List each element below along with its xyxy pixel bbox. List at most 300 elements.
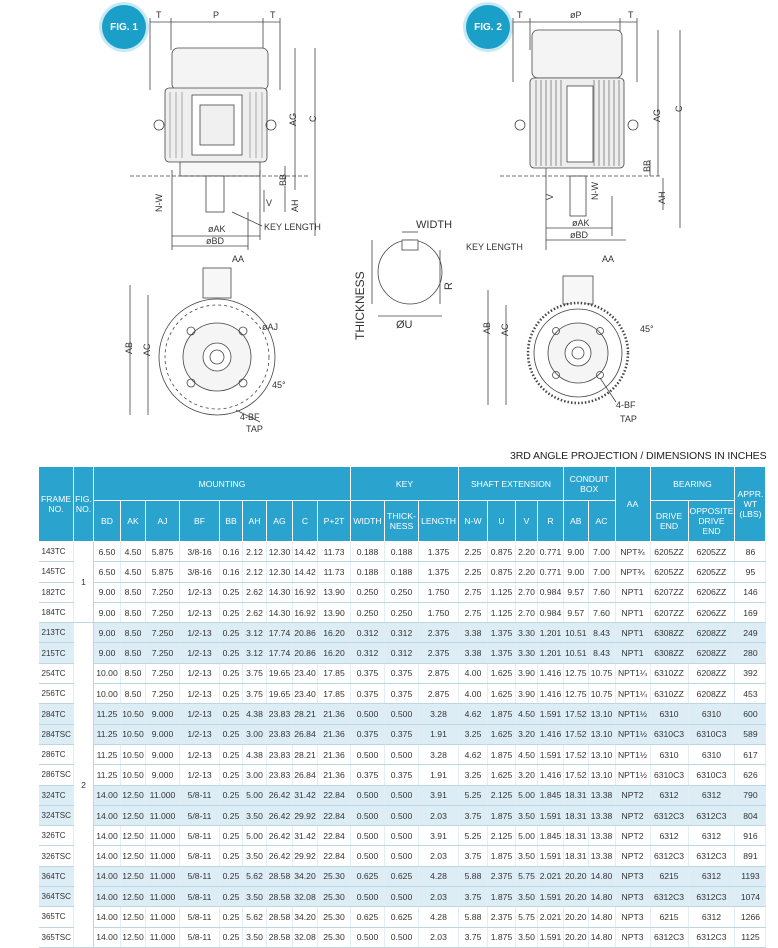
table-cell: 13.38	[588, 805, 615, 825]
subheader-4: BB	[220, 501, 243, 542]
table-cell: 1/2-13	[180, 643, 220, 663]
table-cell: 17.52	[564, 724, 589, 744]
table-cell: NPT1	[615, 623, 650, 643]
table-cell: 11.25	[94, 744, 121, 764]
header-fig: FIG. NO.	[74, 467, 94, 542]
table-cell: 2.125	[488, 826, 516, 846]
table-cell: 11.000	[146, 927, 180, 947]
table-cell: 0.500	[385, 826, 419, 846]
key-phiU: ØU	[396, 319, 413, 331]
table-cell: 12.75	[564, 663, 589, 683]
table-cell: 7.00	[588, 562, 615, 582]
table-cell: 18.31	[564, 805, 589, 825]
fig1-P: P	[213, 10, 220, 20]
table-cell: 3.50	[243, 846, 267, 866]
table-cell: 17.74	[267, 623, 293, 643]
table-cell: 19.65	[267, 684, 293, 704]
table-cell: 0.500	[385, 744, 419, 764]
table-cell: 11.25	[94, 724, 121, 744]
table-cell: 20.20	[564, 866, 589, 886]
table-cell: 12.75	[564, 684, 589, 704]
table-cell: NPT1½	[615, 744, 650, 764]
table-cell: 0.375	[351, 684, 385, 704]
table-cell: 790	[735, 785, 766, 805]
fig1-AB: AB	[124, 341, 134, 354]
table-cell: 10.00	[94, 684, 121, 704]
table-cell: 13.10	[588, 704, 615, 724]
frame-cell: 182TC	[39, 582, 74, 602]
table-cell: 20.86	[293, 623, 318, 643]
table-cell: 3.50	[243, 887, 267, 907]
table-cell: 10.51	[564, 623, 589, 643]
table-cell: 29.92	[293, 805, 318, 825]
table-row	[39, 602, 766, 622]
table-cell: 20.20	[564, 907, 589, 927]
table-cell: NPT1¼	[615, 684, 650, 704]
header-frame: FRAME NO.	[39, 467, 74, 542]
table-cell: 6208ZZ	[688, 643, 735, 663]
table-cell: 0.984	[538, 602, 564, 622]
frame-cell: 326TC	[39, 826, 74, 846]
frame-cell: 284TC	[39, 704, 74, 724]
fig2-45deg: 45°	[640, 324, 654, 334]
table-cell: 1.591	[538, 805, 564, 825]
table-cell: 1.625	[488, 765, 516, 785]
table-cell: 5.00	[243, 826, 267, 846]
table-cell: 2.03	[419, 887, 459, 907]
table-cell: 0.25	[220, 866, 243, 886]
subheader-6: AG	[267, 501, 293, 542]
table-cell: 1193	[735, 866, 766, 886]
table-cell: 1/2-13	[180, 684, 220, 704]
frame-cell: 143TC	[39, 542, 74, 562]
table-cell: 0.500	[385, 927, 419, 947]
table-cell: 3/8-16	[180, 542, 220, 562]
table-cell: 6205ZZ	[688, 542, 735, 562]
table-cell: 0.875	[488, 562, 516, 582]
table-cell: 1.375	[488, 643, 516, 663]
table-cell: 0.771	[538, 542, 564, 562]
table-cell: 1/2-13	[180, 765, 220, 785]
table-cell: 11.000	[146, 785, 180, 805]
table-cell: 2.03	[419, 846, 459, 866]
table-cell: 589	[735, 724, 766, 744]
table-cell: 1.750	[419, 582, 459, 602]
table-cell: 6.50	[94, 562, 121, 582]
table-cell: 1.625	[488, 724, 516, 744]
table-cell: 2.12	[243, 562, 267, 582]
table-cell: 6312C3	[650, 887, 688, 907]
table-cell: 20.20	[564, 927, 589, 947]
table-cell: 1.416	[538, 684, 564, 704]
table-cell: 0.16	[220, 542, 243, 562]
table-cell: 3.20	[516, 724, 538, 744]
table-cell: 0.25	[220, 846, 243, 866]
table-cell: 4.38	[243, 704, 267, 724]
table-cell: 7.00	[588, 542, 615, 562]
header-wt: APPR. WT (LBS)	[735, 467, 766, 542]
table-row	[39, 562, 766, 582]
table-cell: 10.50	[121, 744, 146, 764]
table-cell: 1/2-13	[180, 602, 220, 622]
table-cell: 14.80	[588, 887, 615, 907]
fig2-NW: N-W	[590, 182, 600, 200]
table-cell: 7.250	[146, 623, 180, 643]
table-cell: 8.50	[121, 582, 146, 602]
table-cell: 600	[735, 704, 766, 724]
table-cell: 3.50	[516, 846, 538, 866]
table-cell: NPT1¼	[615, 663, 650, 683]
frame-cell: 364TC	[39, 866, 74, 886]
table-cell: 5.62	[243, 907, 267, 927]
table-cell: 0.375	[351, 663, 385, 683]
table-cell: 916	[735, 826, 766, 846]
table-cell: 0.25	[220, 663, 243, 683]
table-cell: 0.250	[385, 602, 419, 622]
table-row	[39, 704, 766, 724]
table-cell: 2.375	[488, 907, 516, 927]
table-cell: 5/8-11	[180, 785, 220, 805]
table-cell: 9.00	[94, 582, 121, 602]
table-cell: 3.25	[459, 724, 488, 744]
table-cell: 1.201	[538, 623, 564, 643]
table-cell: 0.500	[351, 704, 385, 724]
frame-cell: 286TC	[39, 744, 74, 764]
table-cell: 280	[735, 643, 766, 663]
table-cell: 25.30	[318, 907, 351, 927]
table-cell: 32.08	[293, 927, 318, 947]
table-cell: 28.58	[267, 907, 293, 927]
table-cell: 28.58	[267, 927, 293, 947]
table-cell: 1.201	[538, 643, 564, 663]
table-cell: 8.50	[121, 663, 146, 683]
table-cell: 2.25	[459, 562, 488, 582]
table-cell: 6312C3	[650, 805, 688, 825]
table-cell: 23.83	[267, 724, 293, 744]
fig2-phiBD: øBD	[570, 230, 588, 240]
table-cell: 5.875	[146, 542, 180, 562]
table-cell: 34.20	[293, 907, 318, 927]
fig2-BB: BB	[642, 159, 652, 172]
table-cell: 2.021	[538, 866, 564, 886]
table-cell: 3.75	[459, 805, 488, 825]
table-cell: 1.875	[488, 805, 516, 825]
fig1-AG: AG	[288, 112, 298, 126]
table-cell: 16.92	[293, 582, 318, 602]
table-cell: 31.42	[293, 826, 318, 846]
table-cell: 31.42	[293, 785, 318, 805]
table-cell: 25.30	[318, 927, 351, 947]
table-cell: 1/2-13	[180, 704, 220, 724]
table-row	[39, 805, 766, 825]
table-cell: 2.375	[419, 643, 459, 663]
table-cell: 3.00	[243, 724, 267, 744]
fig1-45deg: 45°	[272, 380, 286, 390]
table-cell: 7.60	[588, 602, 615, 622]
table-cell: 5.75	[516, 866, 538, 886]
table-cell: 7.250	[146, 643, 180, 663]
table-cell: 10.75	[588, 663, 615, 683]
table-cell: 10.51	[564, 643, 589, 663]
table-cell: NPT2	[615, 826, 650, 846]
table-cell: 25.30	[318, 887, 351, 907]
table-cell: 20.20	[564, 887, 589, 907]
table-cell: 8.50	[121, 643, 146, 663]
table-cell: 0.25	[220, 602, 243, 622]
table-cell: 5/8-11	[180, 866, 220, 886]
table-cell: 7.250	[146, 602, 180, 622]
table-row	[39, 927, 766, 947]
table-cell: 2.70	[516, 602, 538, 622]
table-cell: 4.00	[459, 684, 488, 704]
table-cell: 1.875	[488, 846, 516, 866]
table-cell: 0.625	[351, 866, 385, 886]
table-cell: 3.50	[516, 805, 538, 825]
table-cell: 3.75	[243, 663, 267, 683]
table-cell: 9.00	[94, 643, 121, 663]
subheader-19: OPPOSITE DRIVE END	[688, 501, 735, 542]
table-cell: 17.85	[318, 663, 351, 683]
table-cell: 6310	[688, 704, 735, 724]
table-cell: 2.70	[516, 582, 538, 602]
table-cell: 4.62	[459, 744, 488, 764]
table-cell: 28.21	[293, 744, 318, 764]
table-cell: 1.845	[538, 826, 564, 846]
table-cell: 0.188	[385, 542, 419, 562]
table-cell: 9.00	[94, 623, 121, 643]
table-cell: 13.38	[588, 785, 615, 805]
table-cell: 23.83	[267, 704, 293, 724]
table-cell: 0.250	[351, 602, 385, 622]
table-cell: 26.42	[267, 826, 293, 846]
table-cell: 11.000	[146, 887, 180, 907]
table-cell: 5/8-11	[180, 805, 220, 825]
header-conduit: CONDUIT BOX	[564, 467, 616, 501]
table-cell: 12.50	[121, 927, 146, 947]
table-cell: 12.50	[121, 785, 146, 805]
fig1-AC: AC	[142, 343, 152, 356]
table-cell: 12.50	[121, 866, 146, 886]
table-cell: 3.12	[243, 623, 267, 643]
table-cell: 1.91	[419, 765, 459, 785]
table-cell: 16.20	[318, 623, 351, 643]
table-cell: 18.31	[564, 785, 589, 805]
table-cell: 4.50	[516, 744, 538, 764]
table-cell: 26.42	[267, 805, 293, 825]
subheader-3: BF	[180, 501, 220, 542]
table-cell: 3.28	[419, 744, 459, 764]
fig2-C: C	[674, 105, 684, 112]
table-cell: 0.188	[351, 562, 385, 582]
table-row	[39, 724, 766, 744]
table-cell: 0.250	[351, 582, 385, 602]
table-cell: 11.000	[146, 907, 180, 927]
table-cell: 6312	[688, 826, 735, 846]
table-cell: 0.500	[385, 805, 419, 825]
table-cell: 11.25	[94, 704, 121, 724]
table-cell: 1/2-13	[180, 744, 220, 764]
table-cell: 3.91	[419, 785, 459, 805]
table-cell: 6206ZZ	[688, 582, 735, 602]
table-cell: 0.625	[385, 866, 419, 886]
table-cell: 6312C3	[650, 927, 688, 947]
table-cell: 5.00	[243, 785, 267, 805]
table-cell: 17.52	[564, 744, 589, 764]
table-cell: 86	[735, 542, 766, 562]
table-cell: 6310	[650, 704, 688, 724]
table-cell: 6207ZZ	[650, 582, 688, 602]
fig2-label: FIG. 2	[474, 21, 502, 33]
fig2-4BF: 4-BF	[616, 400, 636, 410]
key-width: WIDTH	[416, 219, 453, 231]
table-row	[39, 542, 766, 562]
table-cell: 12.30	[267, 542, 293, 562]
table-cell: 0.312	[385, 623, 419, 643]
fig1-AA: AA	[232, 254, 245, 264]
frame-cell: 365TC	[39, 907, 74, 927]
table-cell: 6312	[688, 907, 735, 927]
table-cell: 891	[735, 846, 766, 866]
table-cell: 0.25	[220, 744, 243, 764]
table-cell: 26.84	[293, 765, 318, 785]
table-cell: 6207ZZ	[650, 602, 688, 622]
table-cell: 0.375	[385, 765, 419, 785]
table-cell: 3.90	[516, 684, 538, 704]
table-cell: 804	[735, 805, 766, 825]
table-cell: 0.500	[351, 846, 385, 866]
frame-cell: 284TSC	[39, 724, 74, 744]
table-cell: 4.50	[121, 542, 146, 562]
table-cell: 2.125	[488, 785, 516, 805]
table-cell: 1.591	[538, 846, 564, 866]
table-cell: 453	[735, 684, 766, 704]
table-cell: 28.58	[267, 887, 293, 907]
table-cell: 10.50	[121, 704, 146, 724]
table-cell: 8.50	[121, 602, 146, 622]
key-R: R	[443, 282, 455, 290]
table-cell: 14.80	[588, 866, 615, 886]
fig2-T-left: T	[517, 10, 523, 20]
table-subtitle: 3RD ANGLE PROJECTION / DIMENSIONS IN INCHES	[510, 450, 767, 462]
table-cell: 8.43	[588, 643, 615, 663]
table-cell: 11.73	[318, 562, 351, 582]
table-cell: NPT1½	[615, 704, 650, 724]
table-cell: 28.21	[293, 704, 318, 724]
table-cell: 1.591	[538, 744, 564, 764]
table-cell: 0.500	[351, 805, 385, 825]
table-cell: 1.591	[538, 927, 564, 947]
subheader-0: BD	[94, 501, 121, 542]
table-cell: 12.50	[121, 826, 146, 846]
table-cell: 13.90	[318, 602, 351, 622]
table-cell: 14.00	[94, 826, 121, 846]
table-cell: 14.30	[267, 582, 293, 602]
table-cell: 4.28	[419, 907, 459, 927]
table-cell: 95	[735, 562, 766, 582]
table-cell: 13.38	[588, 826, 615, 846]
table-cell: 5/8-11	[180, 887, 220, 907]
table-row	[39, 663, 766, 683]
table-cell: 14.00	[94, 805, 121, 825]
key-thickness: THICKNESS	[353, 271, 367, 340]
table-cell: 18.31	[564, 826, 589, 846]
table-cell: 1/2-13	[180, 663, 220, 683]
table-cell: 2.20	[516, 542, 538, 562]
header-mounting: MOUNTING	[94, 467, 351, 501]
table-cell: 23.83	[267, 744, 293, 764]
fig2-phiP: øP	[570, 10, 582, 20]
table-cell: 2.75	[459, 602, 488, 622]
table-cell: 17.52	[564, 765, 589, 785]
table-cell: 0.500	[351, 826, 385, 846]
table-cell: 2.62	[243, 582, 267, 602]
table-cell: 6310	[650, 744, 688, 764]
table-cell: 11.25	[94, 765, 121, 785]
fig1-TAP: TAP	[246, 424, 263, 434]
table-cell: 14.80	[588, 907, 615, 927]
table-row	[39, 623, 766, 643]
table-cell: 1074	[735, 887, 766, 907]
fig2-AB: AB	[482, 321, 492, 334]
frame-cell: 184TC	[39, 602, 74, 622]
table-cell: 0.25	[220, 765, 243, 785]
table-cell: 11.000	[146, 805, 180, 825]
table-cell: 0.25	[220, 785, 243, 805]
table-cell: 3.50	[516, 927, 538, 947]
table-cell: 1.375	[488, 623, 516, 643]
table-cell: 6310C3	[650, 724, 688, 744]
frame-cell: 215TC	[39, 643, 74, 663]
fig1-side-view	[130, 18, 315, 250]
table-cell: NPT2	[615, 805, 650, 825]
table-cell: 0.500	[351, 927, 385, 947]
table-cell: 4.62	[459, 704, 488, 724]
table-cell: 5.88	[459, 866, 488, 886]
table-cell: 5.875	[146, 562, 180, 582]
header-key: KEY	[351, 467, 459, 501]
table-cell: 6308ZZ	[650, 623, 688, 643]
table-cell: 0.25	[220, 927, 243, 947]
table-cell: 13.10	[588, 765, 615, 785]
table-cell: 6312	[650, 785, 688, 805]
table-cell: 32.08	[293, 887, 318, 907]
table-cell: 14.00	[94, 907, 121, 927]
table-cell: 34.20	[293, 866, 318, 886]
table-cell: 1.375	[419, 562, 459, 582]
table-cell: 5/8-11	[180, 927, 220, 947]
table-cell: 3.91	[419, 826, 459, 846]
table-cell: 17.85	[318, 684, 351, 704]
table-cell: 22.84	[318, 846, 351, 866]
table-cell: 0.500	[385, 785, 419, 805]
fig2-AG: AG	[652, 108, 662, 122]
table-cell: 4.28	[419, 866, 459, 886]
fig2-side-view	[500, 18, 680, 250]
table-cell: 0.500	[351, 887, 385, 907]
table-cell: 2.12	[243, 542, 267, 562]
header-shaft: SHAFT EXTENSION	[459, 467, 564, 501]
table-cell: 7.250	[146, 663, 180, 683]
table-cell: 3.38	[459, 643, 488, 663]
table-cell: 169	[735, 602, 766, 622]
table-cell: 6312	[650, 826, 688, 846]
table-cell: 5/8-11	[180, 826, 220, 846]
table-cell: 21.36	[318, 765, 351, 785]
table-cell: 21.36	[318, 744, 351, 764]
subheader-1: AK	[121, 501, 146, 542]
table-cell: 6312C3	[688, 805, 735, 825]
table-cell: 1.750	[419, 602, 459, 622]
